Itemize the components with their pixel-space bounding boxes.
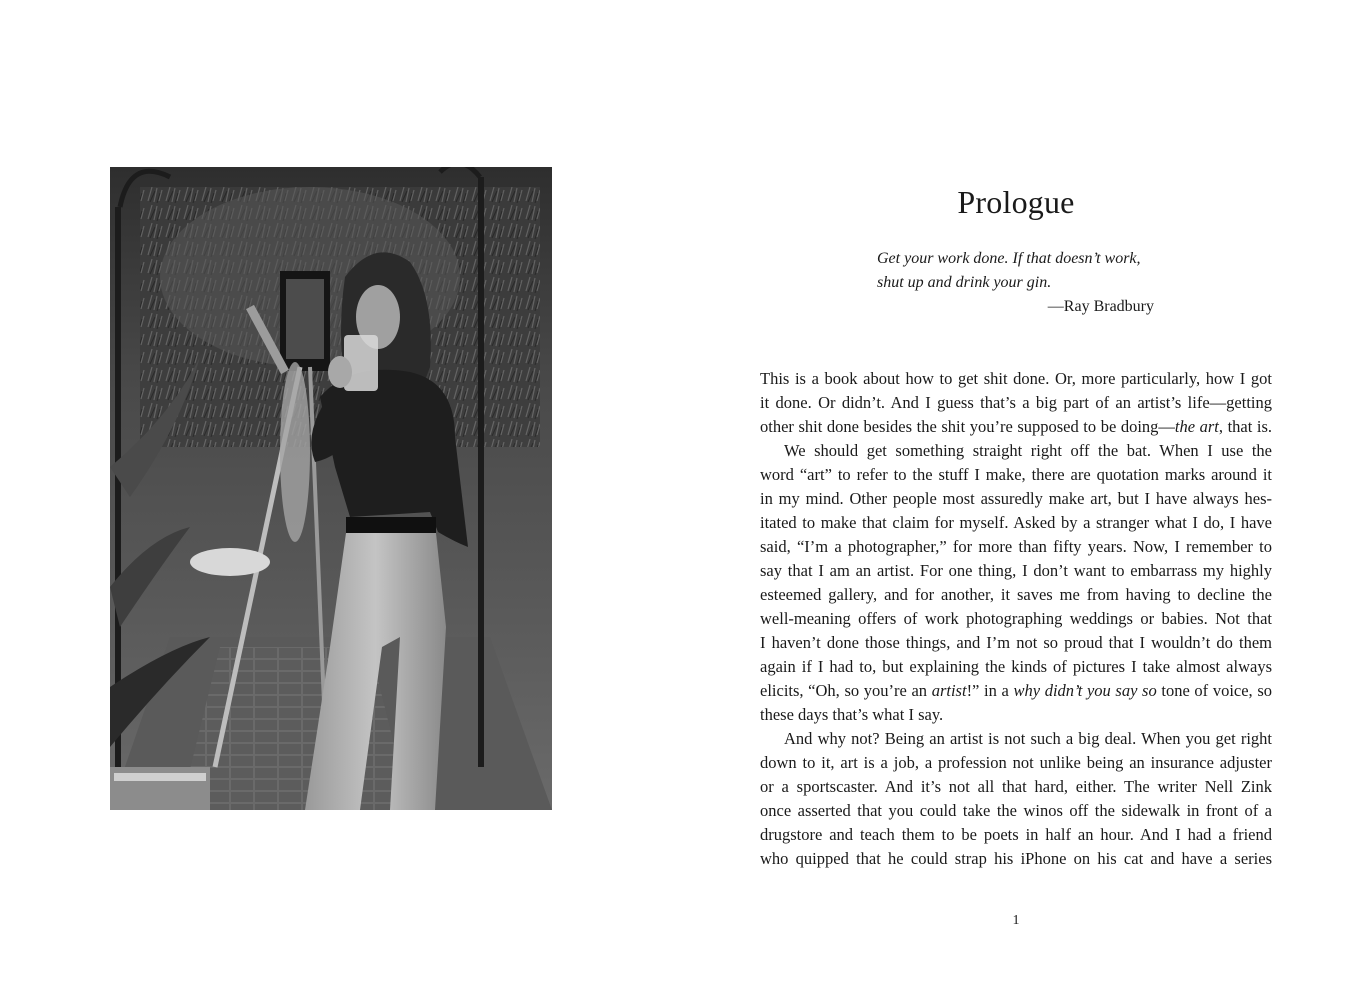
body-line: esteemed gallery, and for another, it saves me from having to decline the: [760, 585, 1272, 604]
chapter-title: Prologue: [957, 184, 1075, 220]
body-line: or a sportscaster. And it’s not all that hard, either. The writer Nell Zink: [760, 777, 1272, 796]
italic-phrase: the art: [1174, 417, 1219, 436]
body-line: And why not? Being an artist is not such a big deal. When you get right: [784, 729, 1272, 748]
body-line: who quipped that he could strap his iPhone on his cat and have a series: [760, 849, 1272, 868]
body-line: drugstore and teach them to be poets in half an hour. And I had a friend: [760, 825, 1272, 844]
italic-phrase: why didn’t you say so: [1013, 681, 1157, 700]
photograph-image: [110, 167, 552, 810]
body-line: said, “I’m a photographer,” for more than fifty years. Now, I remember to: [760, 537, 1272, 556]
body-line: I haven’t done those things, and I’m not so proud that I wouldn’t do them: [760, 633, 1272, 652]
body-line: This is a book about how to get shit done. Or, more particularly, how I got: [760, 369, 1272, 388]
body-line: word “art” to refer to the stuff I make, there are quotation marks around it: [760, 465, 1272, 484]
body-line: well-meaning offers of work photographing weddings or babies. Not that: [760, 609, 1272, 628]
epigraph-line: Get your work done. If that doesn’t work,: [877, 250, 1141, 267]
body-line: down to it, art is a job, a profession not unlike being an insurance adjuster: [760, 753, 1272, 772]
body-line: again if I had to, but explaining the kinds of pictures I take almost always: [760, 657, 1272, 676]
page-number: 1: [1012, 913, 1020, 928]
body-line: We should get something straight right off the bat. When I use the: [784, 441, 1272, 460]
body-line: itated to make that claim for myself. Asked by a stranger what I do, I have: [760, 513, 1272, 532]
body-line: say that I am an artist. For one thing, I don’t want to embarrass my highly: [760, 561, 1272, 580]
body-line: these days that’s what I say.: [760, 705, 944, 724]
epigraph: [877, 247, 1177, 319]
epigraph-attribution: —Ray Bradbury: [1047, 298, 1154, 315]
body-line: in my mind. Other people most assuredly make art, but I have always hes-: [760, 489, 1272, 508]
body-line: elicits, “Oh, so you’re an artist!” in a why didn’t you say so tone of voice, so: [760, 681, 1273, 700]
epigraph-line: shut up and drink your gin.: [877, 274, 1052, 291]
body-line: it done. Or didn’t. And I guess that’s a big part of an artist’s life—getting: [760, 393, 1272, 412]
body-line: other shit done besides the shit you’re supposed to be doing—the art, that is.: [760, 417, 1272, 436]
body-text: [760, 367, 1272, 871]
italic-phrase: artist: [931, 681, 967, 700]
author-photograph: [110, 167, 552, 810]
body-line: once asserted that you could take the winos off the sidewalk in front of a: [760, 801, 1272, 820]
